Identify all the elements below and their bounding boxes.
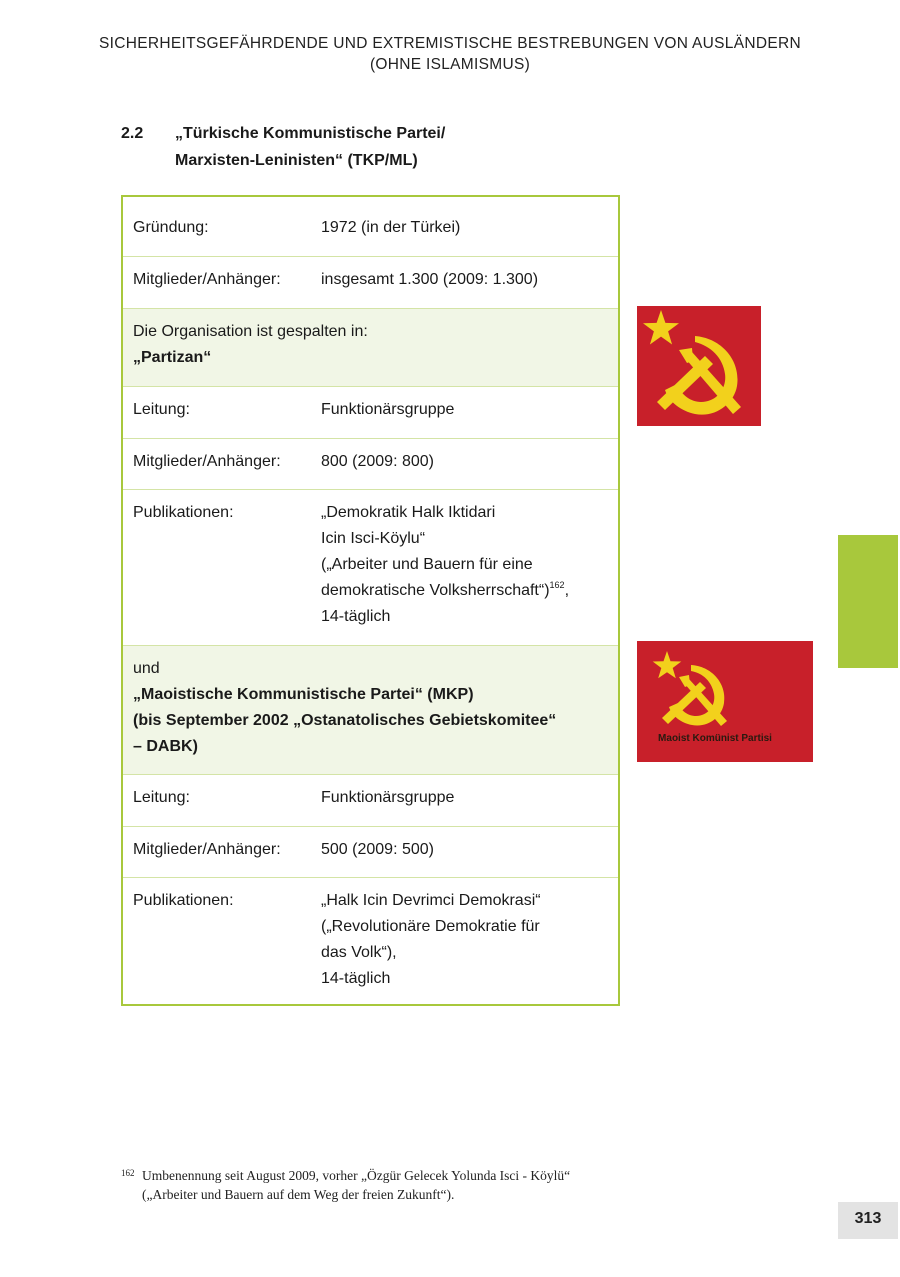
- running-header-line-2: (OHNE ISLAMISMUS): [369, 56, 531, 73]
- mkp-pub-line-1: „Halk Icin Devrimci Demokrasi“: [321, 892, 541, 909]
- split-intro-text: Die Organisation ist gespalten in:: [133, 323, 368, 340]
- chapter-side-tab: [838, 535, 898, 668]
- running-header-line-1: SICHERHEITSGEFÄHRDENDE UND EXTREMISTISCHE BESTREBUNGEN VON AUSLÄNDERN: [99, 35, 801, 52]
- row-founding: [123, 197, 618, 257]
- partizan-pub-line-3: („Arbeiter und Bauern für eine: [321, 556, 533, 573]
- partizan-name: „Partizan“: [133, 349, 212, 366]
- row-members-total: [123, 257, 618, 309]
- section-number: 2.2: [121, 125, 144, 142]
- row-mkp-members: [123, 827, 618, 878]
- row-mkp-publications: [123, 878, 618, 1004]
- mkp-flag-caption: Maoist Komünist Partisi: [658, 733, 772, 744]
- section-title-line-2: Marxisten-Leninisten“ (TKP/ML): [175, 152, 418, 169]
- members-total-label: Mitglieder/Anhänger:: [133, 271, 281, 288]
- partizan-members-value: 800 (2009: 800): [321, 453, 434, 470]
- mkp-members-value: 500 (2009: 500): [321, 841, 434, 858]
- partizan-members-label: Mitglieder/Anhänger:: [133, 453, 281, 470]
- founding-value: 1972 (in der Türkei): [321, 219, 461, 236]
- mkp-name-line-3: – DABK): [133, 738, 198, 755]
- section-title: [175, 120, 445, 174]
- mkp-publications-label: Publikationen:: [133, 892, 234, 909]
- split-intro: [133, 319, 368, 371]
- page-number: 313: [838, 1202, 898, 1239]
- partizan-pub-line-5: 14-täglich: [321, 608, 391, 625]
- running-header: [0, 33, 900, 75]
- footnote-line-2: („Arbeiter und Bauern auf dem Weg der freien Zukunft“).: [142, 1187, 455, 1202]
- partizan-publications-label: Publikationen:: [133, 504, 234, 521]
- partizan-pub-line-4-suffix: ,: [564, 582, 570, 599]
- row-mkp-header: [123, 646, 618, 775]
- mkp-pub-line-2: („Revolutionäre Demokratie für: [321, 918, 540, 935]
- partizan-pub-line-4: demokratische Volksherrschaft“): [321, 582, 550, 599]
- mkp-name-line-2: (bis September 2002 „Ostanatolisches Gebietskomitee“: [133, 712, 557, 729]
- mkp-connector: und: [133, 660, 160, 677]
- partizan-flag: [637, 306, 761, 426]
- mkp-members-label: Mitglieder/Anhänger:: [133, 841, 281, 858]
- footnote-line-1: Umbenennung seit August 2009, vorher „Özgür Gelecek Yolunda Isci - Köylü“: [142, 1168, 571, 1183]
- row-mkp-leadership: [123, 775, 618, 827]
- mkp-leadership-value: Funktionärsgruppe: [321, 789, 455, 806]
- partizan-leadership-label: Leitung:: [133, 401, 190, 418]
- founding-label: Gründung:: [133, 219, 209, 236]
- footnote-mark: 162: [121, 1168, 135, 1178]
- mkp-header-text: [133, 656, 556, 760]
- partizan-leadership-value: Funktionärsgruppe: [321, 401, 455, 418]
- partizan-pub-line-2: Icin Isci-Köylu“: [321, 530, 426, 547]
- mkp-publications-value: [321, 888, 541, 992]
- mkp-pub-line-4: 14-täglich: [321, 970, 391, 987]
- row-partizan-publications: [123, 490, 618, 646]
- row-partizan-leadership: [123, 387, 618, 439]
- members-total-value: insgesamt 1.300 (2009: 1.300): [321, 271, 539, 288]
- row-partizan-members: [123, 439, 618, 490]
- mkp-name-line-1: „Maoistische Kommunistische Partei“ (MKP): [133, 686, 474, 703]
- hammer-sickle-star-icon: [637, 641, 813, 762]
- mkp-pub-line-3: das Volk“),: [321, 944, 397, 961]
- partizan-pub-line-1: „Demokratik Halk Iktidari: [321, 504, 496, 521]
- mkp-leadership-label: Leitung:: [133, 789, 190, 806]
- partizan-publications-value: [321, 500, 569, 630]
- organization-info-box: [121, 195, 620, 1006]
- section-title-line-1: „Türkische Kommunistische Partei/: [175, 125, 446, 142]
- hammer-sickle-star-icon: [637, 306, 761, 426]
- row-partizan-header: [123, 309, 618, 387]
- footnote-text: [142, 1166, 570, 1204]
- footnote-reference[interactable]: 162: [549, 580, 565, 590]
- mkp-flag: [637, 641, 813, 762]
